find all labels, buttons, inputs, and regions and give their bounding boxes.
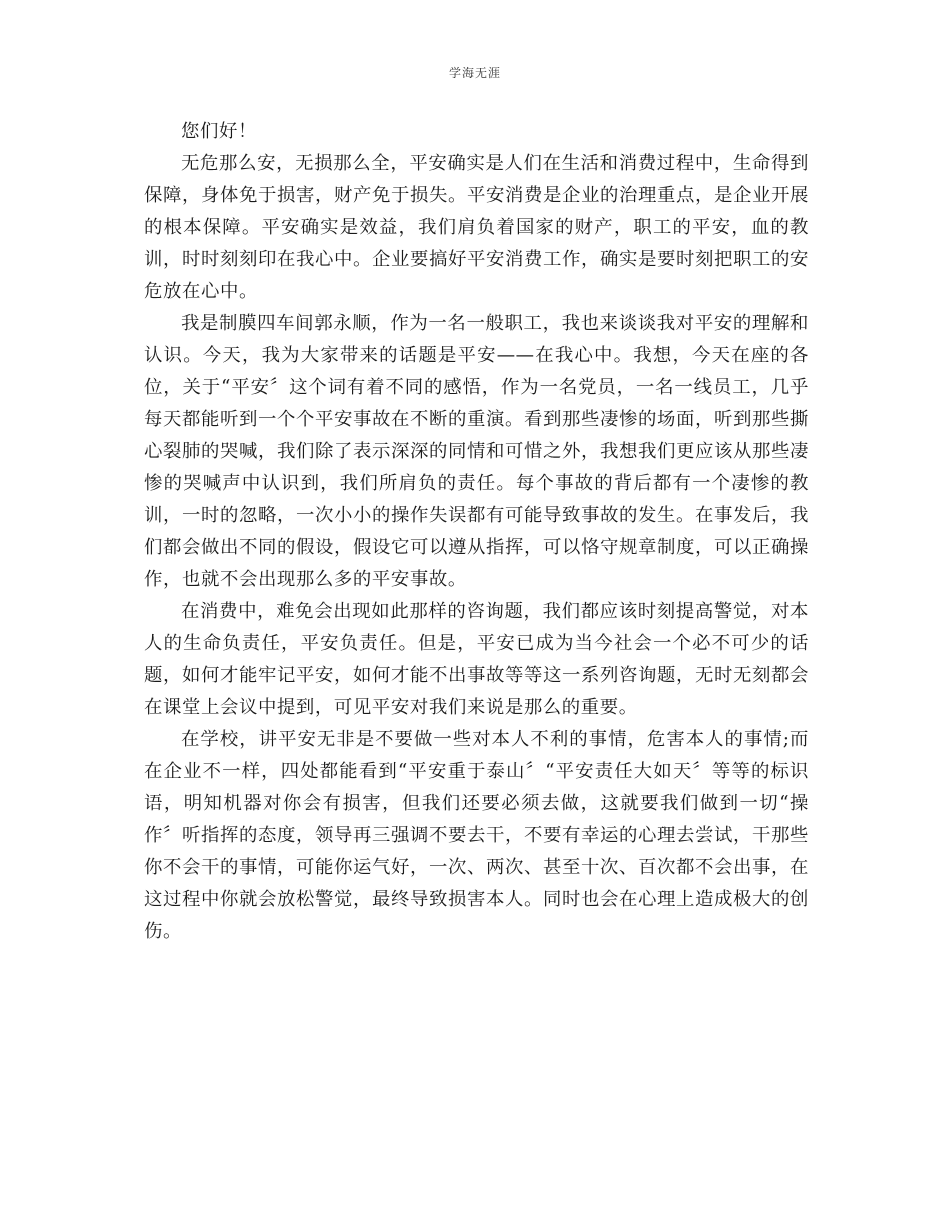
document-body — [144, 116, 809, 948]
page-header: 学海无涯 — [448, 66, 501, 80]
greeting: 您们好！ — [181, 121, 257, 142]
paragraph-4: 在学校，讲平安无非是不要做一些对本人不利的事情，危害本人的事情;而在企业不一样，四处都能看到“平安重于泰山〞“平安责任大如天〞等等的标识语，明知机器对你会有损害，但我们还要必须去做，这就要我们做到一切“操作〞听指挥的态度，领导再三强调不要去干，不要有幸运的心理去尝试，干那些你不会干的事情，可能你运气好，一次、两次、甚至十次、百次都不会出事，在这过程中你就会放松警觉，最终导致损害本人。同时也会在心理上造成极大的创伤。 — [144, 729, 809, 942]
paragraph-1: 无危那么安，无损那么全，平安确实是人们在生活和消费过程中，生命得到保障，身体免于损害，财产免于损失。平安消费是企业的治理重点，是企业开展的根本保障。平安确实是效益，我们肩负着国家的财产，职工的平安，血的教训，时时刻刻印在我心中。企业要搞好平安消费工作，确实是要时刻把职工的安危放在心中。 — [144, 153, 809, 302]
paragraph-2: 我是制膜四车间郭永顺，作为一名一般职工，我也来谈谈我对平安的理解和认识。今天，我为大家带来的话题是平安——在我心中。我想，今天在座的各位，关于“平安〞这个词有着不同的感悟，作为一名党员，一名一线员工，几乎每天都能听到一个个平安事故在不断的重演。看到那些凄惨的场面，听到那些撕心裂肺的哭喊，我们除了表示深深的同情和可惜之外，我想我们更应该从那些凄惨的哭喊声中认识到，我们所肩负的责任。每个事故的背后都有一个凄惨的教训，一时的忽略，一次小小的操作失误都有可能导致事故的发生。在事发后，我们都会做出不同的假设，假设它可以遵从指挥，可以恪守规章制度，可以正确操作，也就不会出现那么多的平安事故。 — [144, 313, 809, 590]
paragraph-3: 在消费中，难免会出现如此那样的咨询题，我们都应该时刻提高警觉，对本人的生命负责任，平安负责任。但是，平安已成为当今社会一个必不可少的话题，如何才能牢记平安，如何才能不出事故等等这一系列咨询题，无时无刻都会在课堂上会议中提到，可见平安对我们来说是那么的重要。 — [144, 601, 809, 718]
